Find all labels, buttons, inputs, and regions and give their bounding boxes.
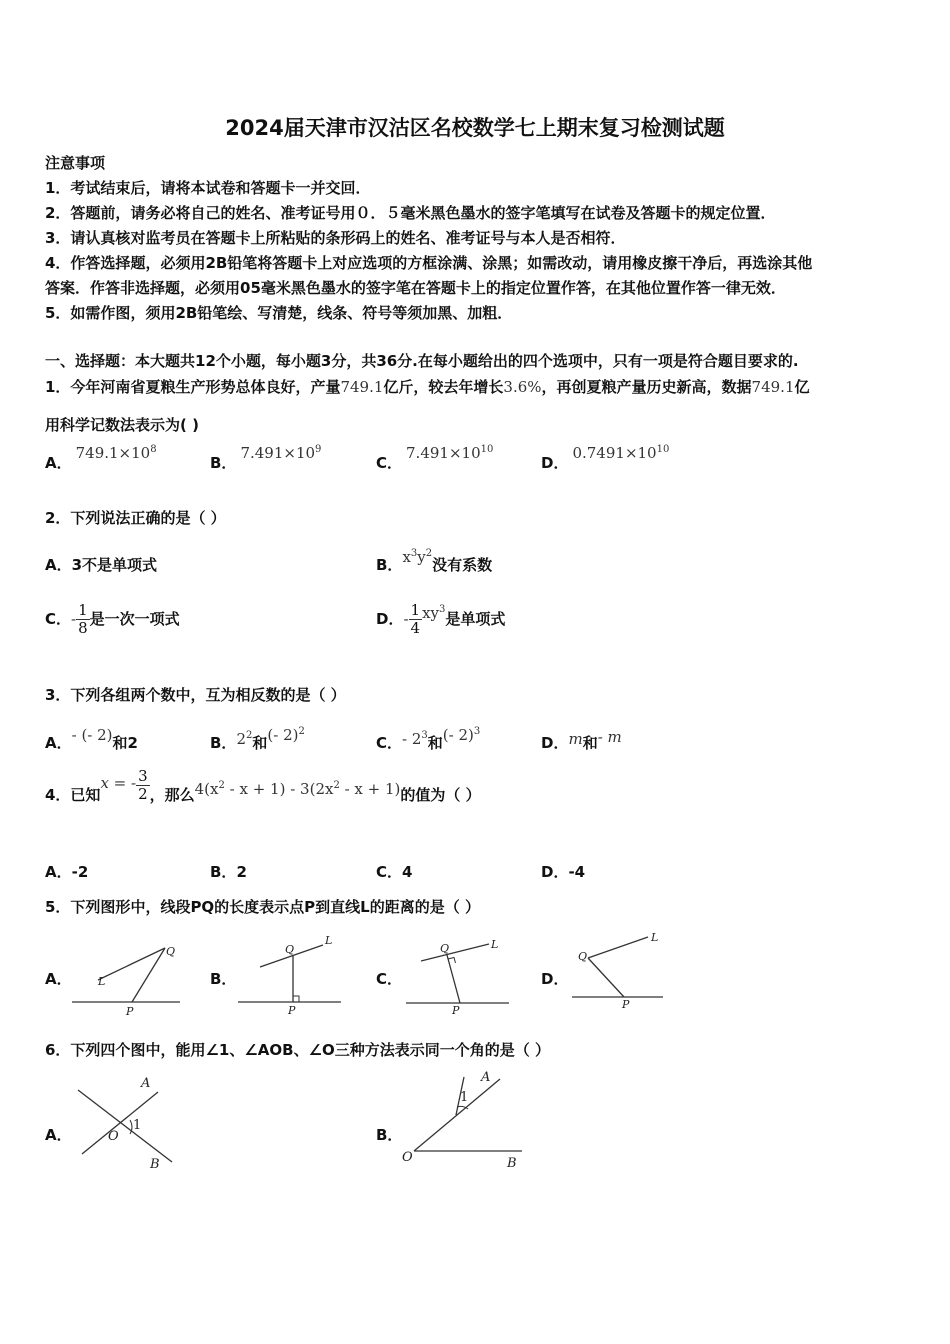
q6-figure-a	[70, 1072, 180, 1172]
q5-option-c-label[interactable]: C．	[376, 970, 403, 988]
label-p: P	[452, 1004, 460, 1014]
question-1-stem	[45, 376, 810, 397]
label-p: P	[126, 1005, 134, 1015]
option-label: D．	[541, 734, 569, 752]
q4-condition: x = -	[100, 774, 137, 792]
label-1: 1	[460, 1090, 469, 1105]
question-1-stem-line2: 用科学记数法表示为( )	[45, 416, 199, 434]
q1-value: 749.1	[340, 378, 384, 396]
notice-item: 答案．作答非选择题，必须用05毫米黑色墨水的签字笔在答题卡上的指定位置作答，在其他位置作答一律无效．	[45, 279, 786, 297]
q3-option-b[interactable]	[210, 726, 305, 753]
option-math: $7.491\times 10^{10}$	[406, 444, 494, 462]
q1-text: ，再创夏粮产量历史新高，数据	[541, 378, 752, 396]
q5-option-b-label[interactable]: B．	[210, 970, 237, 988]
notice-item: 2．答题前，请务必将自己的姓名、准考证号用０．５毫米黑色墨水的签字笔填写在试卷及答题卡的规定位置．	[45, 204, 776, 222]
option-math: $xy^3$	[422, 604, 446, 622]
option-text: 没有系数	[432, 556, 493, 574]
option-text: 3不是单项式	[71, 556, 158, 574]
sign: -	[403, 610, 409, 628]
label-l: L	[325, 934, 333, 947]
label-q: Q	[440, 942, 450, 955]
option-math: m	[568, 730, 583, 748]
q2-option-a[interactable]	[45, 554, 157, 575]
q1-text: 亿	[794, 378, 810, 396]
option-text: 和	[252, 734, 268, 752]
question-2-stem: 2．下列说法正确的是（ ）	[45, 509, 226, 527]
option-text: 和	[582, 734, 598, 752]
q5-figure-b	[235, 930, 350, 1015]
q4-expression: $4(x^2 - x + 1) - 3(2x^2 - x + 1)$	[194, 780, 401, 798]
label-q: Q	[578, 950, 588, 963]
sign: -	[71, 610, 77, 628]
option-label: C．	[376, 734, 403, 752]
q6-figure-b	[400, 1065, 530, 1175]
label-o: O	[402, 1150, 413, 1165]
option-label: B．	[210, 734, 237, 752]
q5-figure-a	[70, 935, 185, 1015]
option-math: $0.7491\times 10^{10}$	[572, 444, 670, 462]
fraction: $\frac{1}{4}$	[410, 601, 421, 637]
label-p: P	[622, 998, 630, 1011]
notice-item: 5．如需作图，须用2B铅笔绘、写清楚，线条、符号等须加黑、加粗．	[45, 304, 513, 322]
q1-option-a[interactable]	[45, 444, 157, 473]
q2-option-b[interactable]	[376, 548, 493, 575]
option-label: B．	[376, 556, 403, 574]
option-math: 2	[127, 734, 138, 752]
option-label: C．	[376, 454, 403, 472]
q1-option-b[interactable]	[210, 444, 322, 473]
q4-option-d[interactable]: D．-4	[541, 863, 586, 881]
q4-text: 4．已知	[45, 786, 101, 804]
q1-text: 亿斤，较去年增长	[383, 378, 504, 396]
option-text: 和	[427, 734, 443, 752]
fraction: $\frac{3}{2}$	[138, 767, 148, 803]
question-3-stem: 3．下列各组两个数中，互为相反数的是（ ）	[45, 686, 346, 704]
label-1: 1	[133, 1118, 142, 1133]
q3-option-d[interactable]	[541, 728, 622, 753]
option-label: C．	[45, 610, 72, 628]
option-label: B．	[210, 454, 237, 472]
label-b: B	[507, 1156, 517, 1171]
option-text: 是单项式	[445, 610, 506, 628]
question-6-stem: 6．下列四个图中，能用∠1、∠AOB、∠O三种方法表示同一个角的是（ ）	[45, 1041, 550, 1059]
label-p: P	[288, 1004, 296, 1015]
q6-option-b-label[interactable]: B．	[376, 1126, 403, 1144]
label-a: A	[141, 1076, 151, 1091]
option-text: 和	[112, 734, 128, 752]
q4-text: 的值为（ ）	[400, 786, 481, 804]
option-text: 是一次一项式	[89, 610, 180, 628]
q1-value: 3.6%	[503, 378, 542, 396]
q5-figure-c	[403, 932, 518, 1014]
question-4-stem	[45, 767, 481, 813]
q6-option-a-label[interactable]: A．	[45, 1126, 72, 1144]
q4-text: ，那么	[149, 786, 195, 804]
q2-option-d[interactable]	[376, 602, 505, 637]
option-math: $x^3y^2$	[402, 548, 433, 566]
q3-option-c[interactable]	[376, 726, 481, 753]
option-label: D．	[376, 610, 404, 628]
option-math: $749.1\times 10^8$	[75, 444, 157, 462]
q1-option-c[interactable]	[376, 444, 494, 473]
option-label: D．	[541, 454, 569, 472]
notice-item: 4．作答选择题，必须用2B铅笔将答题卡上对应选项的方框涂满、涂黑；如需改动，请用橡皮擦干净后，再选涂其他	[45, 254, 813, 272]
q5-option-d-label[interactable]: D．	[541, 970, 569, 988]
q5-figure-d	[568, 927, 668, 1012]
section-heading: 一、选择题：本大题共12个小题，每小题3分，共36分.在每小题给出的四个选项中，只有一项是符合题目要求的.	[45, 352, 799, 370]
option-math: - $2^3$	[402, 730, 428, 748]
q2-option-c[interactable]	[45, 602, 180, 637]
q1-text: 1．今年河南省夏粮生产形势总体良好，产量	[45, 378, 341, 396]
option-math: $7.491\times 10^9$	[240, 444, 322, 462]
notice-item: 1．考试结束后，请将本试卷和答题卡一并交回．	[45, 179, 371, 197]
label-b: B	[150, 1157, 160, 1172]
notice-heading: 注意事项	[45, 154, 106, 172]
option-math: - m	[597, 728, 622, 746]
option-math: (- 2)$^2$	[267, 726, 305, 744]
fraction: $\frac{1}{8}$	[78, 601, 88, 637]
notice-item: 3．请认真核对监考员在答题卡上所粘贴的条形码上的姓名、准考证号与本人是否相符．	[45, 229, 626, 247]
q4-option-b[interactable]: B．2	[210, 863, 247, 881]
option-label: A．	[45, 556, 72, 574]
label-l: L	[98, 975, 106, 988]
label-l: L	[651, 931, 659, 944]
option-math: (- 2)$^3$	[442, 726, 481, 744]
question-5-stem: 5．下列图形中，线段PQ的长度表示点P到直线L的距离的是（ ）	[45, 898, 480, 916]
option-math: - (- 2)	[71, 726, 113, 744]
q1-value: 749.1	[751, 378, 795, 396]
option-label: A．	[45, 454, 72, 472]
page-title: 2024届天津市汉沽区名校数学七上期末复习检测试题	[225, 116, 725, 140]
q5-option-a-label[interactable]: A．	[45, 970, 72, 988]
option-label: A．	[45, 734, 72, 752]
label-o: O	[108, 1129, 119, 1144]
q3-option-a[interactable]	[45, 726, 138, 753]
option-math: $2^2$	[236, 730, 253, 748]
q1-option-d[interactable]	[541, 444, 670, 473]
q4-option-c[interactable]: C．4	[376, 863, 413, 881]
label-q: Q	[166, 945, 176, 958]
q4-option-a[interactable]: A．-2	[45, 863, 89, 881]
label-a: A	[481, 1070, 491, 1085]
label-q: Q	[285, 943, 295, 956]
label-l: L	[491, 938, 499, 951]
